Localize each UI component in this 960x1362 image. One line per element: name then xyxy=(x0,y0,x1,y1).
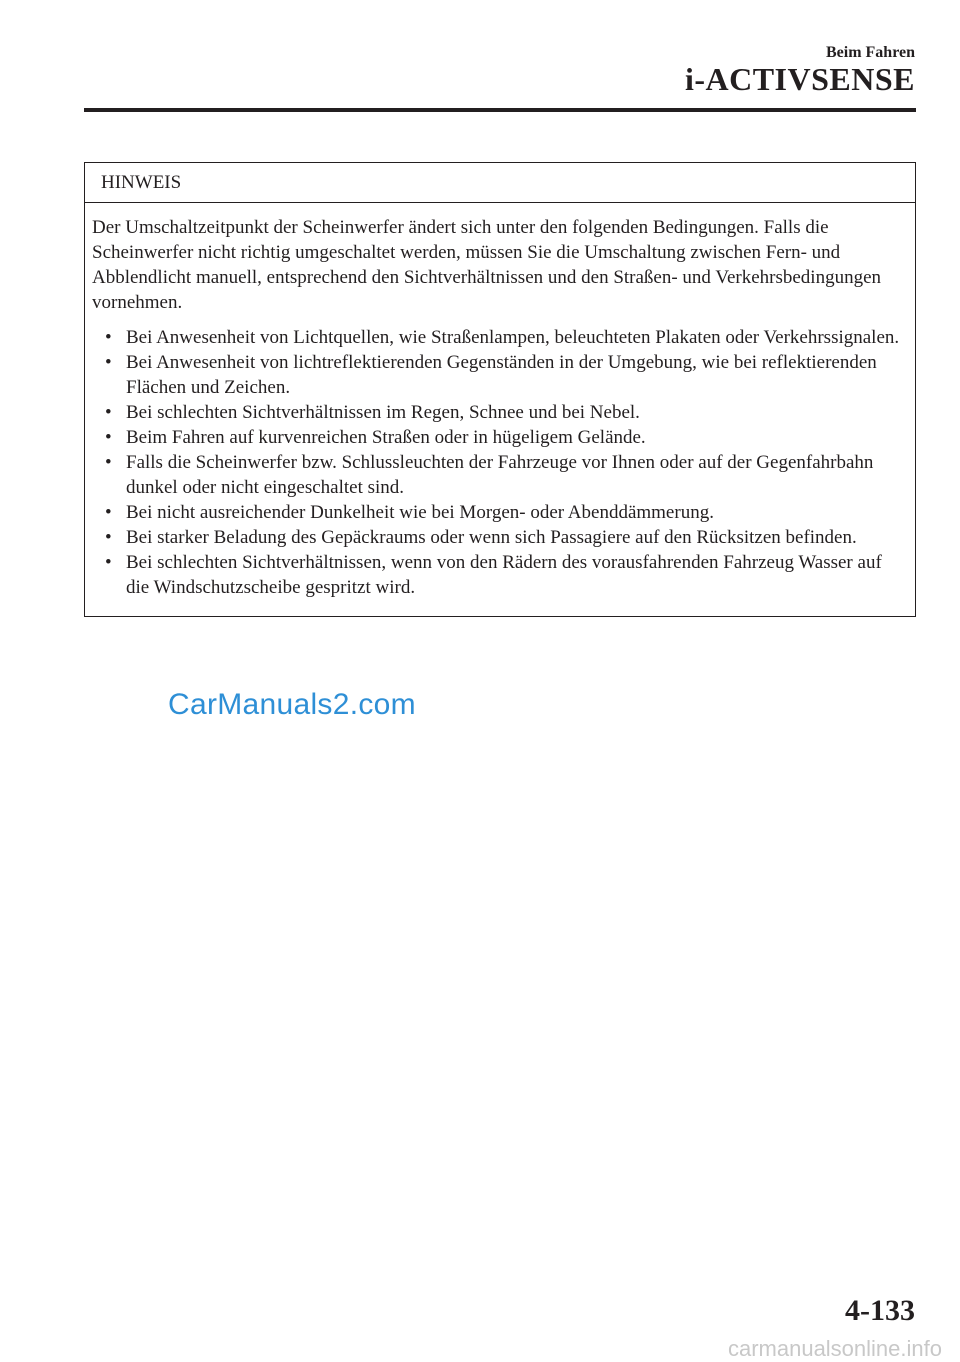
list-item-text: Bei schlechten Sichtverhältnissen, wenn von den Rädern des vorausfahrenden Fahrzeug Wasser auf die Windschutzscheibe gespritzt wird. xyxy=(126,552,882,598)
note-box xyxy=(84,162,916,617)
condition-list xyxy=(92,325,901,600)
footer-watermark: carmanualsonline.info xyxy=(727,1336,942,1361)
bullet-icon: • xyxy=(105,427,112,448)
list-item xyxy=(92,450,901,500)
bullet-icon: • xyxy=(105,452,112,473)
note-intro: Der Umschaltzeitpunkt der Scheinwerfer ändert sich unter den folgenden Bedingungen. Falls die Scheinwerfer nicht richtig umgeschaltet werden, müssen Sie die Umschaltung zwischen Fern- und Abblendlicht manuell, entsprechend den Sichtverhältnissen und den Straßen- und Verkehrsbedingungen vornehmen. xyxy=(92,217,882,313)
header-rule xyxy=(84,108,916,112)
section-title: Beim Fahren xyxy=(825,44,915,61)
list-item xyxy=(92,550,901,600)
list-item xyxy=(92,500,901,525)
list-item-text: Bei Anwesenheit von Lichtquellen, wie Straßenlampen, beleuchteten Plakaten oder Verkehrssignalen. xyxy=(126,327,900,348)
bullet-icon: • xyxy=(105,327,112,348)
list-item xyxy=(92,400,901,425)
list-item-text: Bei starker Beladung des Gepäckraums oder wenn sich Passagiere auf den Rücksitzen befinden. xyxy=(126,527,857,548)
bullet-icon: • xyxy=(105,402,112,423)
bullet-icon: • xyxy=(105,352,112,373)
page-header xyxy=(685,44,915,96)
note-title: HINWEIS xyxy=(85,163,915,203)
page-number: 4-133 xyxy=(845,1294,915,1327)
list-item xyxy=(92,525,901,550)
list-item-text: Bei Anwesenheit von lichtreflektierenden Gegenständen in der Umgebung, wie bei reflektierenden Flächen und Zeichen. xyxy=(126,352,877,398)
chapter-title: i-ACTIVSENSE xyxy=(684,61,915,97)
list-item xyxy=(92,325,901,350)
bullet-icon: • xyxy=(105,552,112,573)
watermark-logo: CarManuals2.com xyxy=(168,688,416,721)
list-item-text: Bei schlechten Sichtverhältnissen im Regen, Schnee und bei Nebel. xyxy=(126,402,640,423)
list-item-text: Falls die Scheinwerfer bzw. Schlussleuchten der Fahrzeuge vor Ihnen oder auf der Gegenfahrbahn dunkel oder nicht eingeschaltet sind. xyxy=(126,452,874,498)
list-item-text: Beim Fahren auf kurvenreichen Straßen oder in hügeligem Gelände. xyxy=(126,427,646,448)
note-body xyxy=(85,203,915,616)
list-item xyxy=(92,425,901,450)
bullet-icon: • xyxy=(105,502,112,523)
list-item xyxy=(92,350,901,400)
bullet-icon: • xyxy=(105,527,112,548)
list-item-text: Bei nicht ausreichender Dunkelheit wie bei Morgen- oder Abenddämmerung. xyxy=(126,502,714,523)
